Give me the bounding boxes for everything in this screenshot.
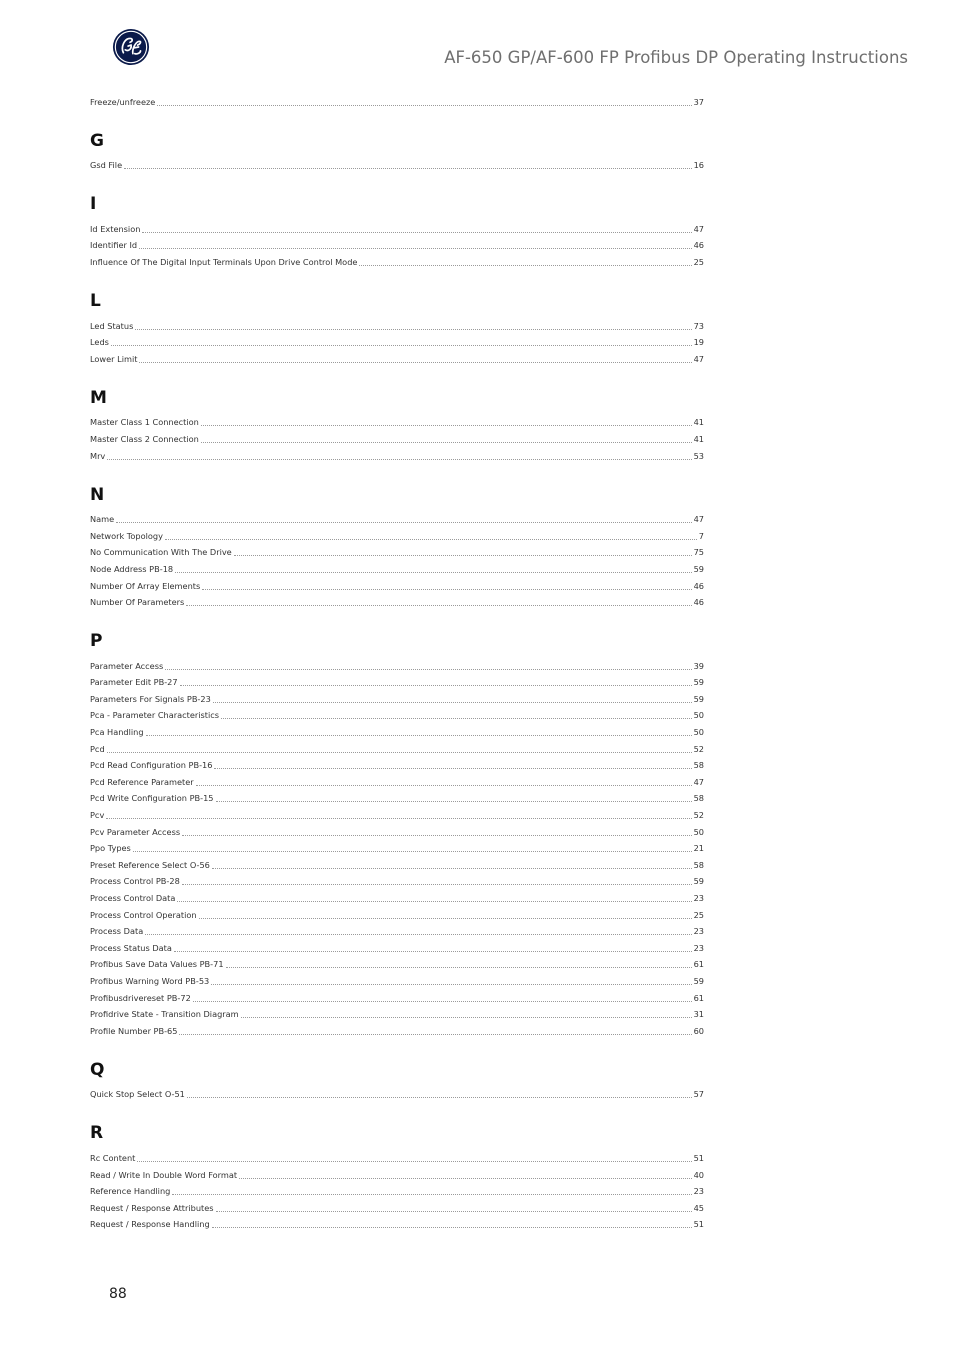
index-section — [90, 1058, 704, 1100]
section-letter: G — [90, 130, 104, 151]
ge-monogram-icon — [112, 28, 150, 66]
dotted-leader — [201, 441, 692, 443]
index-entry — [90, 1163, 704, 1180]
index-entry — [90, 444, 704, 461]
index-page-ref: 61 — [693, 992, 704, 1003]
index-term: Parameters For Signals PB-23 — [90, 693, 211, 704]
index-section — [90, 386, 704, 461]
index-section — [90, 1121, 704, 1229]
dotted-leader — [142, 231, 691, 233]
index-term: Parameter Edit PB-27 — [90, 677, 178, 688]
dotted-leader — [199, 917, 692, 919]
dotted-leader — [179, 1033, 691, 1035]
index-term: Profibus Warning Word PB-53 — [90, 975, 210, 986]
dotted-leader — [216, 800, 692, 802]
index-entry — [90, 654, 704, 671]
dotted-leader — [226, 966, 692, 968]
dotted-leader — [182, 883, 692, 885]
index-term: Number Of Array Elements — [90, 580, 201, 591]
index-term: Pcd Read Configuration PB-16 — [90, 760, 213, 771]
index-page-ref: 50 — [693, 727, 704, 738]
index-term: Lower Limit — [90, 353, 138, 364]
dotted-leader — [133, 850, 692, 852]
index-term: Pcd Write Configuration PB-15 — [90, 793, 214, 804]
dotted-leader — [106, 817, 691, 819]
index-page-ref: 41 — [693, 417, 704, 428]
index-page-ref: 58 — [693, 859, 704, 870]
index-term: Parameter Access — [90, 660, 164, 671]
index-page-ref: 51 — [693, 1219, 704, 1230]
index-entry — [90, 557, 704, 574]
index-entry — [90, 1196, 704, 1213]
index-page-ref: 59 — [693, 677, 704, 688]
index-term: Request / Response Attributes — [90, 1202, 214, 1213]
index-page-ref: 58 — [693, 793, 704, 804]
index-entry — [90, 1180, 704, 1197]
index-page-ref: 50 — [693, 826, 704, 837]
dotted-leader — [211, 983, 691, 985]
index-entry — [90, 704, 704, 721]
index-entry — [90, 886, 704, 903]
index-entry — [90, 920, 704, 937]
section-letter: N — [90, 484, 105, 505]
index-term: Pcd Reference Parameter — [90, 776, 194, 787]
index-page-ref: 40 — [693, 1169, 704, 1180]
index-entry — [90, 234, 704, 251]
index-page-ref: 47 — [693, 776, 704, 787]
dotted-leader — [180, 684, 692, 686]
index-page-ref: 39 — [693, 660, 704, 671]
index-term: Process Control Data — [90, 893, 176, 903]
document-title: AF-650 GP/AF-600 FP Profibus DP Operating Instructions — [444, 48, 908, 67]
dotted-leader — [146, 734, 692, 736]
index-page-ref: 7 — [698, 530, 704, 541]
dotted-leader — [107, 458, 691, 460]
index-page-ref: 50 — [693, 710, 704, 721]
index-term: Quick Stop Select O-51 — [90, 1089, 185, 1100]
dotted-leader — [212, 1226, 692, 1228]
index-term: No Communication With The Drive — [90, 547, 232, 558]
index-section — [90, 192, 704, 267]
index-term: Gsd File — [90, 160, 123, 171]
index-term: Id Extension — [90, 223, 141, 234]
index-term: Rc Content — [90, 1152, 136, 1163]
dotted-leader — [145, 933, 691, 935]
index-entry — [90, 1146, 704, 1163]
index-page-ref: 23 — [693, 1186, 704, 1197]
index-entry — [90, 541, 704, 558]
index-term: Process Control Operation — [90, 909, 197, 920]
index-page-ref: 21 — [693, 843, 704, 854]
index-entry — [90, 853, 704, 870]
index-entry — [90, 820, 704, 837]
index-page-ref: 47 — [693, 353, 704, 364]
index-page-ref: 46 — [693, 580, 704, 591]
dotted-leader — [212, 867, 692, 869]
index-term: Leds — [90, 337, 109, 348]
dotted-leader — [174, 950, 692, 952]
dotted-leader — [187, 1096, 692, 1098]
index-entry — [90, 720, 704, 737]
dotted-leader — [221, 717, 692, 719]
index-entry — [90, 787, 704, 804]
index-page-ref: 37 — [693, 96, 704, 107]
index-term: Influence Of The Digital Input Terminals Upon Drive Control Mode — [90, 256, 358, 267]
dotted-leader — [186, 604, 691, 606]
index-page-ref: 23 — [693, 893, 704, 903]
dotted-leader — [201, 424, 692, 426]
index-entry — [90, 754, 704, 771]
section-letter: I — [90, 194, 97, 215]
index-entry — [90, 969, 704, 986]
index-entry — [90, 574, 704, 591]
index-entry — [90, 687, 704, 704]
index-page-ref: 46 — [693, 240, 704, 251]
dotted-leader — [359, 264, 691, 266]
index-page-ref: 47 — [693, 514, 704, 525]
index-section — [90, 129, 704, 171]
index-term: Profibusdrivereset PB-72 — [90, 992, 191, 1003]
index-entry — [90, 986, 704, 1003]
index-entry — [90, 803, 704, 820]
index-entry — [90, 427, 704, 444]
index-entry — [90, 1019, 704, 1036]
index-page-ref: 59 — [693, 876, 704, 887]
index-term: Name — [90, 514, 115, 525]
index-page-ref: 59 — [693, 563, 704, 574]
index-entry — [90, 90, 704, 107]
dotted-leader — [202, 588, 691, 590]
index-entry — [90, 314, 704, 331]
index-term: Ppo Types — [90, 843, 131, 854]
section-letter: L — [90, 290, 101, 311]
dotted-leader — [157, 104, 691, 106]
index-entry — [90, 154, 704, 171]
index-entry — [90, 903, 704, 920]
index-page-ref: 59 — [693, 975, 704, 986]
index-page-ref: 51 — [693, 1152, 704, 1163]
dotted-leader — [241, 1016, 692, 1018]
index-term: Profidrive State - Transition Diagram — [90, 1009, 239, 1020]
dotted-leader — [196, 784, 692, 786]
dotted-leader — [137, 1160, 691, 1162]
index-page-ref: 47 — [693, 223, 704, 234]
index-page-ref: 31 — [693, 1009, 704, 1020]
index-page-ref: 52 — [693, 810, 704, 821]
index-entry — [90, 331, 704, 348]
index-entry — [90, 1213, 704, 1230]
dotted-leader — [216, 1210, 692, 1212]
index-page-ref: 46 — [693, 597, 704, 608]
index-page-ref: 41 — [693, 433, 704, 444]
index-page-ref: 23 — [693, 926, 704, 937]
index-entry — [90, 1083, 704, 1100]
page-number: 88 — [109, 1286, 127, 1302]
dotted-leader — [177, 900, 691, 902]
dotted-leader — [139, 361, 691, 363]
index-page-ref: 53 — [693, 450, 704, 461]
alphabetical-index — [90, 90, 704, 1229]
index-term: Led Status — [90, 320, 134, 331]
dotted-leader — [213, 701, 692, 703]
dotted-leader — [193, 1000, 692, 1002]
index-entry — [90, 953, 704, 970]
index-term: Process Data — [90, 926, 144, 937]
index-term: Network Topology — [90, 530, 163, 541]
index-page-ref: 25 — [693, 909, 704, 920]
index-term: Preset Reference Select O-56 — [90, 859, 210, 870]
index-section — [90, 289, 704, 364]
index-page-ref: 16 — [693, 160, 704, 171]
section-letter: P — [90, 631, 103, 652]
index-term: Request / Response Handling — [90, 1219, 210, 1230]
index-page-ref: 59 — [693, 693, 704, 704]
index-term: Profile Number PB-65 — [90, 1025, 178, 1036]
index-entry — [90, 411, 704, 428]
index-entry — [90, 591, 704, 608]
dotted-leader — [111, 344, 692, 346]
dotted-leader — [116, 521, 691, 523]
index-term: Pca Handling — [90, 727, 144, 738]
dotted-leader — [135, 328, 691, 330]
index-entry — [90, 524, 704, 541]
index-term: Profibus Save Data Values PB-71 — [90, 959, 224, 970]
index-page-ref: 19 — [693, 337, 704, 348]
dotted-leader — [165, 668, 691, 670]
index-page-ref: 45 — [693, 1202, 704, 1213]
dotted-leader — [165, 538, 697, 540]
index-term: Freeze/unfreeze — [90, 96, 156, 107]
index-term: Identifier Id — [90, 240, 138, 251]
index-entry — [90, 737, 704, 754]
index-entry — [90, 770, 704, 787]
index-term: Read / Write In Double Word Format — [90, 1169, 238, 1180]
dotted-leader — [172, 1193, 691, 1195]
index-entry — [90, 870, 704, 887]
index-section — [90, 629, 704, 1036]
index-page-ref: 60 — [693, 1025, 704, 1036]
index-entry — [90, 250, 704, 267]
dotted-leader — [214, 767, 691, 769]
index-term: Pcd — [90, 743, 105, 754]
index-entry — [90, 217, 704, 234]
index-page-ref: 75 — [693, 547, 704, 558]
index-term: Master Class 1 Connection — [90, 417, 199, 428]
index-entry — [90, 936, 704, 953]
section-letter: Q — [90, 1059, 105, 1080]
dotted-leader — [139, 247, 691, 249]
index-section — [90, 483, 704, 608]
index-term: Pca - Parameter Characteristics — [90, 710, 220, 721]
index-term: Master Class 2 Connection — [90, 433, 199, 444]
index-entry — [90, 508, 704, 525]
index-term: Number Of Parameters — [90, 597, 185, 608]
index-page-ref: 57 — [693, 1089, 704, 1100]
index-term: Process Status Data — [90, 942, 172, 953]
dotted-leader — [182, 834, 691, 836]
index-page-ref: 52 — [693, 743, 704, 754]
index-page-ref: 58 — [693, 760, 704, 771]
dotted-leader — [175, 571, 691, 573]
index-page-ref: 73 — [693, 320, 704, 331]
index-term: Pcv Parameter Access — [90, 826, 181, 837]
index-entry — [90, 347, 704, 364]
dotted-leader — [239, 1177, 692, 1179]
index-term: Process Control PB-28 — [90, 876, 180, 887]
index-entry — [90, 671, 704, 688]
index-page-ref: 23 — [693, 942, 704, 953]
index-entry — [90, 837, 704, 854]
index-page-ref: 25 — [693, 256, 704, 267]
section-letter: M — [90, 387, 107, 408]
index-page-ref: 61 — [693, 959, 704, 970]
section-letter: R — [90, 1123, 104, 1144]
index-term: Mrv — [90, 450, 106, 461]
index-term: Pcv — [90, 810, 105, 821]
index-entry — [90, 1003, 704, 1020]
dotted-leader — [124, 167, 691, 169]
index-term: Reference Handling — [90, 1186, 171, 1197]
dotted-leader — [234, 554, 692, 556]
dotted-leader — [107, 751, 692, 753]
index-term: Node Address PB-18 — [90, 563, 174, 574]
